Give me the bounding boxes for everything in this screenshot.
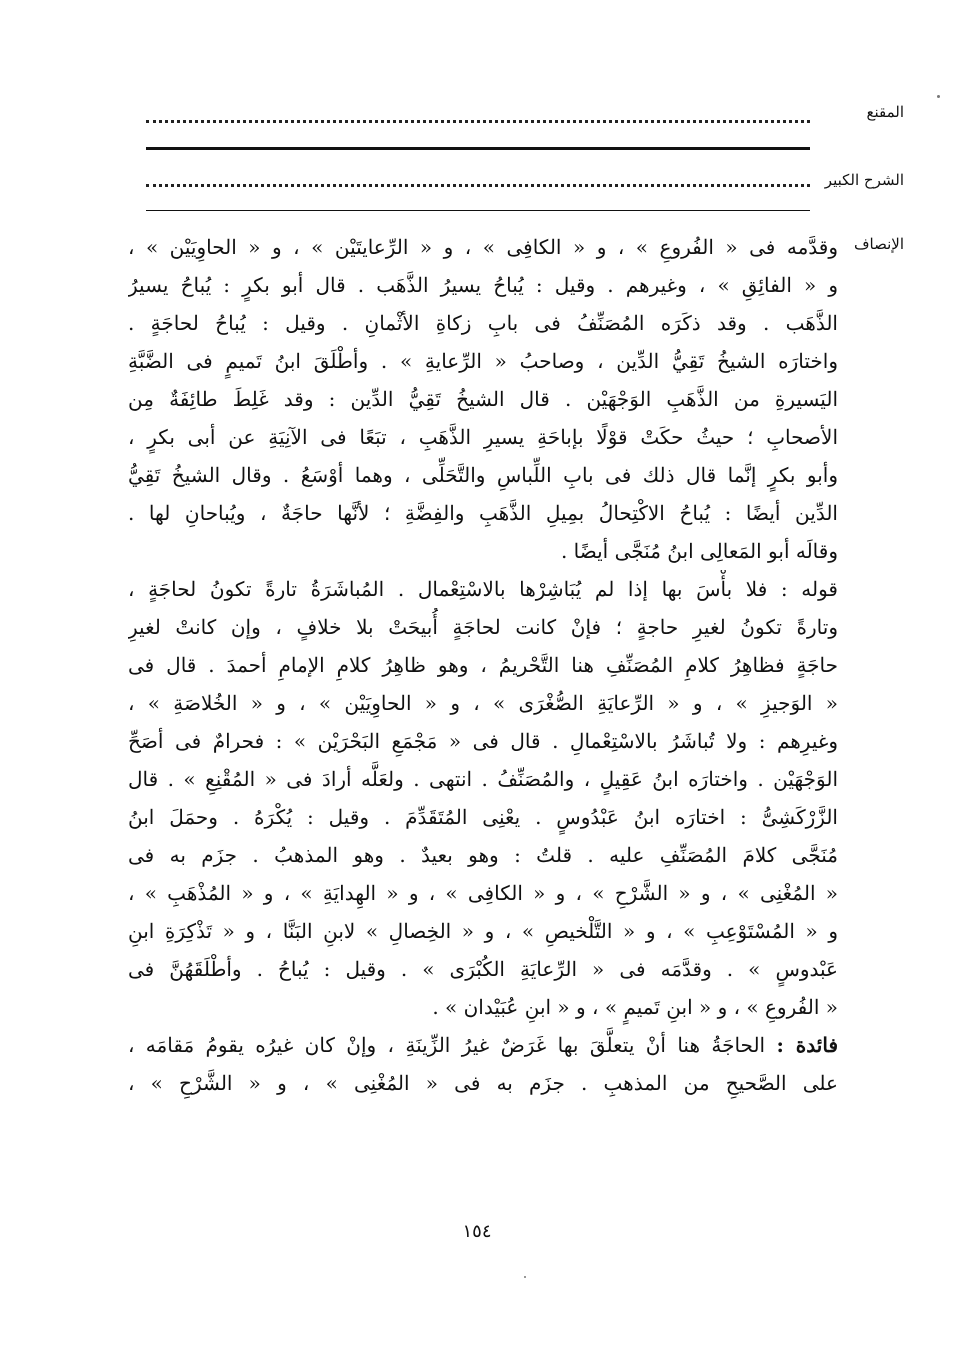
text-line: الدِّين أيضًا : يُباحُ الاكْتِحالُ بمِيلِ الذَّهَبِ والفِضَّةِ ؛ لأنَّها حاجَةٌ ، ويُباحانِ لها . bbox=[128, 501, 838, 525]
scan-speck bbox=[937, 95, 940, 98]
text-line: اليَسيرةِ من الذَّهَبِ الوَجْهَيْن . قال الشيخُ تَقِيُّ الدِّين : وقد غَلِطَ طائِفَةٌ مِن bbox=[128, 387, 838, 411]
text-line: « الوَجيزِ » ، و « الرِّعايَةِ الصُّغْرَى » ، و « الحاوِيَيْن » ، و « الخُلاصَةِ » ، bbox=[128, 691, 838, 715]
text-line: وأبو بكرٍ إنَّما قال ذلك فى بابِ اللِّباسِ والتَّحَلِّى ، وهما أوْسَعُ . وقال الشيخُ تَقِيُّ bbox=[128, 463, 838, 487]
text-line: واختارَه الشيخُ تَقِيُّ الدِّين ، وصاحبُ « الرِّعايةِ » . وأطْلَقَ ابنُ تَميمٍ فى الضَّبَّةِ bbox=[128, 349, 838, 373]
faida-line bbox=[128, 1026, 838, 1064]
faida-label: فائدة : bbox=[776, 1033, 838, 1057]
text-line: قوله : فلا بأْسَ بها إذا لم يُبَاشِرْها بالاسْتِعْمال . المُباشَرَةُ تارةً تكونُ لحاجَةٍ ، bbox=[128, 577, 838, 601]
text-line: على الصَّحيحِ من المذهبِ . جزَم به فى « المُغْنِى » ، و « الشَّرْحِ » ، bbox=[128, 1071, 838, 1095]
text-line: مُنَجَّى كلامَ المُصَنِّفِ عليه . قلتُ : وهو بعيدٌ . وهو المذهبُ . جزَم به فى bbox=[128, 843, 838, 867]
text-line: وتارةً تكونُ لغيرِ حاجةٍ ؛ فإنْ كانت لحاجَةٍ أُبيحَتْ بلا خلافٍ ، وإن كانتْ لغيرِ bbox=[128, 615, 838, 639]
text-line: الأصحابِ ؛ حيثُ حكَتْ قوْلًا بإباحَةِ يسيرِ الذَّهَبِ ، تبَعًا فى الآنِيَةِ عن أبى بكرٍ ، bbox=[128, 425, 838, 449]
sharh-dotted-line bbox=[146, 184, 810, 187]
text-line: « الفُروعِ » ، و « ابنِ تَميمٍ » ، و « ابنِ عُبَيْدان » . bbox=[432, 995, 838, 1019]
muqni-dotted-line bbox=[146, 120, 810, 123]
text-line: عَبْدوسٍ » . وقدَّمَه فى « الرِّعايَةِ الكُبْرَى » . وقيل : يُباحُ . وأطْلَقَهُنَّ فى bbox=[128, 957, 838, 981]
section-divider-thick bbox=[146, 147, 810, 150]
faida-text: الحاجَةُ هنا أنْ يتعلَّقَ بها غَرَضٌ غيرُ الزِّينَةِ ، وإنْ كان غيرُه يقومُ مَقامَه ، bbox=[128, 1033, 766, 1057]
insaf-commentary-text bbox=[128, 228, 838, 1102]
text-line: وقالَه أبو المَعالِى ابنُ مُنَجَّى أيضًا . bbox=[560, 539, 838, 563]
muqni-section-label: المقنع bbox=[866, 103, 904, 121]
text-line: الوَجْهَيْن . واختارَه ابنُ عَقِيلٍ ، والمُصَنِّفُ . انتهى . ولعَلَّه أرادَ فى « المُقْنِعِ » . قال bbox=[128, 767, 838, 791]
text-line: وقدَّمه فى « الفُروعِ » ، و « الكافِى » ، و « الرِّعايتَيْن » ، و « الحاوِيَيْن » ، bbox=[128, 235, 838, 259]
text-line: وغيرِهم : ولا تُباشَرُ بالاسْتِعْمالِ . قال فى « مَجْمَعِ البَحْرَيْن » : فحرامٌ فى أصَحِّ bbox=[128, 729, 838, 753]
text-line: الذَّهَب . وقد ذكَرَه المُصَنِّفُ فى بابِ زكاةِ الأثْمانِ . وقيل : يُباحُ لحاجَةٍ . bbox=[128, 311, 838, 335]
insaf-section-label: الإنصاف bbox=[853, 235, 904, 253]
text-line: الزَّرْكَشِىُّ : اختارَه ابنُ عَبْدُوسٍ . يعْنِى المُتَقَدِّمَ . وقيل : يُكْرَهُ . وحمَلَ ابنُ bbox=[128, 805, 838, 829]
text-line: و « المُسْتَوْعِبِ » ، و « التَّلْخيصِ » ، و « الخِصالِ » لابنِ البَنَّا ، و « تَذْكِرَةِ ابنِ bbox=[128, 919, 838, 943]
text-line: « المُغْنِى » ، و « الشَّرْحِ » ، و « الكافِى » ، و « الهِدايَةِ » ، و « المُذْهَبِ » ، bbox=[128, 881, 838, 905]
section-divider-thin bbox=[146, 210, 810, 211]
text-line: حاجَةٍ فظاهِرُ كلامِ المُصَنِّفِ هنا التَّحْريمُ ، وهو ظاهِرُ كلامِ الإمامِ أحمدَ . قال فى bbox=[128, 653, 838, 677]
sharh-section-label: الشرح الكبير bbox=[824, 171, 904, 189]
text-line: و « الفائِقِ » ، وغيرهم . وقيل : يُباحُ يسيرُ الذَّهَب . قال أبو بكرٍ : يُباحُ يسيرُ bbox=[128, 273, 838, 297]
scan-speck bbox=[524, 1276, 526, 1278]
page-number: ١٥٤ bbox=[462, 1221, 492, 1242]
